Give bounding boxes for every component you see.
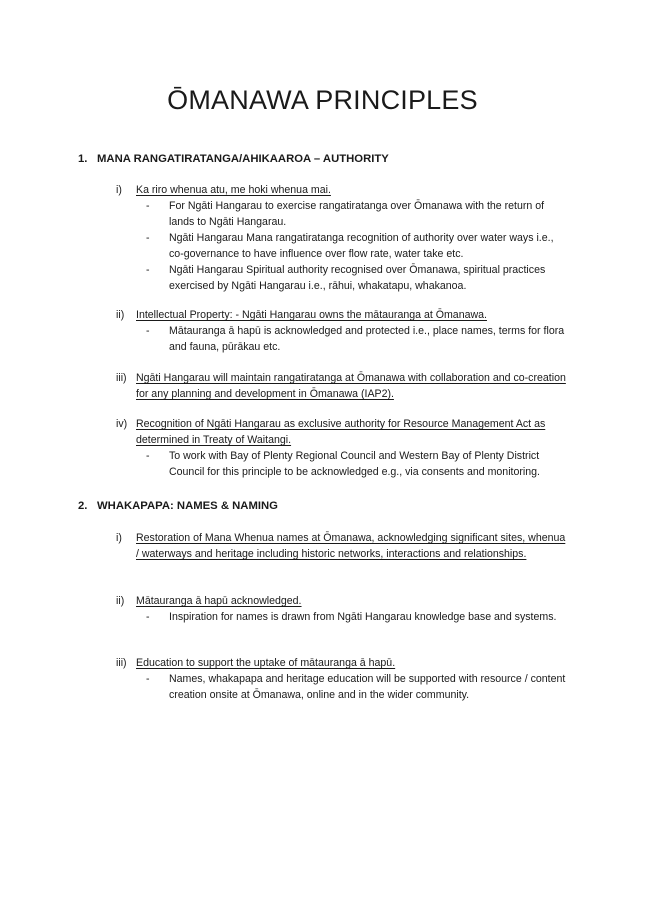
- sub-item-text: To work with Bay of Plenty Regional Council and Western Bay of Plenty District Council for this principle to be acknowledged e.g., via consents and monitoring.: [169, 450, 540, 479]
- item-number: iii): [116, 657, 127, 669]
- dash-bullet: -: [146, 200, 150, 212]
- dash-bullet: -: [146, 232, 150, 244]
- dash-bullet: -: [146, 450, 150, 462]
- dash-bullet: -: [146, 673, 150, 685]
- item-text: Mātauranga ā hapū acknowledged.: [136, 595, 302, 607]
- item-number: iii): [116, 372, 127, 384]
- page-title: ŌMANAWA PRINCIPLES: [167, 85, 478, 115]
- section-heading-authority: 1. MANA RANGATIRATANGA/AHIKAAROA – AUTHORITY: [78, 153, 389, 165]
- sub-item-text: Ngāti Hangarau Mana rangatiratanga recognition of authority over water ways i.e., co-governance to have influence over flow rate, water take etc.: [169, 232, 554, 261]
- item-number: ii): [116, 309, 125, 321]
- dash-bullet: -: [146, 325, 150, 337]
- sub-item-text: For Ngāti Hangarau to exercise rangatiratanga over Ōmanawa with the return of lands to Ngāti Hangarau.: [169, 200, 545, 229]
- dash-bullet: -: [146, 264, 150, 276]
- item-number: iv): [116, 418, 128, 430]
- item-text: Ngāti Hangarau will maintain rangatiratanga at Ōmanawa with collaboration and co-creation for any planning and development in Ōmanawa (IAP2).: [136, 372, 566, 401]
- item-number: ii): [116, 595, 125, 607]
- section-heading-names: 2. WHAKAPAPA: NAMES & NAMING: [78, 500, 278, 512]
- item-number: i): [116, 532, 122, 544]
- item-text: Education to support the uptake of mātauranga ā hapū.: [136, 657, 396, 669]
- dash-bullet: -: [146, 611, 150, 623]
- sub-item-text: Ngāti Hangarau Spiritual authority recognised over Ōmanawa, spiritual practices exercised by Ngāti Hangarau i.e., rāhui, whakatapu, whakanoa.: [169, 264, 546, 293]
- sub-item-text: Names, whakapapa and heritage education will be supported with resource / content creation onsite at Ōmanawa, online and in the wider community.: [169, 673, 566, 702]
- sub-item-text: Inspiration for names is drawn from Ngāti Hangarau knowledge base and systems.: [169, 611, 557, 623]
- item-text: Intellectual Property: - Ngāti Hangarau owns the mātauranga at Ōmanawa.: [136, 309, 487, 321]
- item-text: Ka riro whenua atu, me hoki whenua mai.: [136, 184, 331, 196]
- item-number: i): [116, 184, 122, 196]
- item-text: Recognition of Ngāti Hangarau as exclusive authority for Resource Management Act as determined in Treaty of Waitangi.: [136, 418, 546, 447]
- item-text: Restoration of Mana Whenua names at Ōmanawa, acknowledging significant sites, whenua / waterways and heritage including historic networks, interactions and relationships.: [136, 532, 566, 561]
- sub-item-text: Mātauranga ā hapū is acknowledged and protected i.e., place names, terms for flora and fauna, pūrākau etc.: [169, 325, 565, 354]
